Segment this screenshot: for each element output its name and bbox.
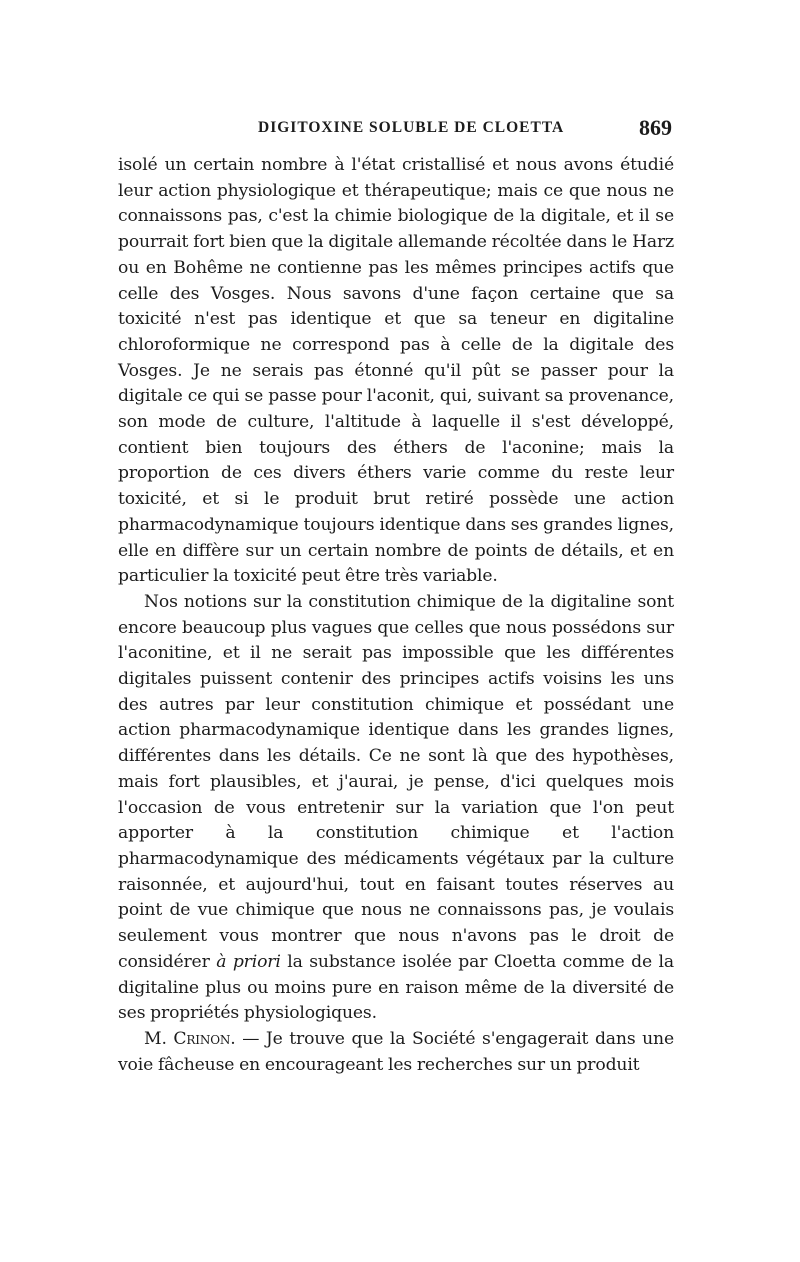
running-title: DIGITOXINE SOLUBLE DE CLOETTA bbox=[258, 119, 565, 136]
paragraph-crinon bbox=[118, 1027, 674, 1078]
running-head bbox=[118, 117, 674, 141]
body-text bbox=[118, 153, 674, 1078]
paragraph-text-part: la substance isolée par Cloetta comme de la digitaline plus ou moins pure en raison même de la diversité de ses propriétés physiologiques. bbox=[118, 951, 674, 1024]
paragraph-digitaline-notions bbox=[118, 590, 674, 1027]
paragraph-continuation: isolé un certain nombre à l'état cristallisé et nous avons étudié leur action physiologique et thérapeutique; mais ce que nous ne connaissons pas, c'est la chimie biologique de la digitale, et il se pourrait fort bien que la digitale allemande récoltée dans le Harz ou en Bohême ne contienne pas les mêmes principes actifs que celle des Vosges. Nous savons d'une façon certaine que sa toxicité n'est pas identique et que sa teneur en digitaline chloroformique ne correspond pas à celle de la digitale des Vosges. Je ne serais pas étonné qu'il pût se passer pour la digitale ce qui se passe pour l'aconit, qui, suivant sa provenance, son mode de culture, l'altitude à laquelle il s'est développé, contient bien toujours des éthers de l'aconine; mais la proportion de ces divers éthers varie comme du reste leur toxicité, et si le produit brut retiré possède une action pharmacodynamique toujours identique dans ses grandes lignes, elle en diffère sur un certain nombre de points de détails, et en particulier la toxicité peut être très variable. bbox=[118, 155, 674, 587]
paragraph-text-part: Nos notions sur la constitution chimique de la digitaline sont encore beaucoup plus vagues que celles que nous possédons sur l'aconitine, et il ne serait pas impossible que les différentes digitales puissent contenir des principes actifs voisins les uns des autres par leur constitution chimique et possédant une action pharmacodynamique identique dans les grandes lignes, différentes dans les détails. Ce ne sont là que des hypothèses, mais fort plausibles, et j'aurai, je pense, d'ici quelques mois l'occasion de vous entretenir sur la variation que l'on peut apporter à la constitution chimique et l'action pharmacodynamique des médicaments végétaux par la culture raisonnée, et aujourd'hui, tout en faisant toutes réserves au point de vue chimique que nous ne connaissons pas, je voulais seulement vous montrer que nous n'avons pas le droit de considérer bbox=[118, 591, 674, 972]
italic-a-priori: à priori bbox=[216, 951, 281, 972]
page-number: 869 bbox=[639, 115, 672, 140]
paragraph-text-part: — Je trouve que la Société s'engagerait dans une voie fâcheuse en encourageant les recherches sur un produit bbox=[118, 1028, 674, 1075]
speaker-prefix: M. bbox=[144, 1028, 167, 1049]
speaker-name: Crinon. bbox=[173, 1028, 236, 1049]
